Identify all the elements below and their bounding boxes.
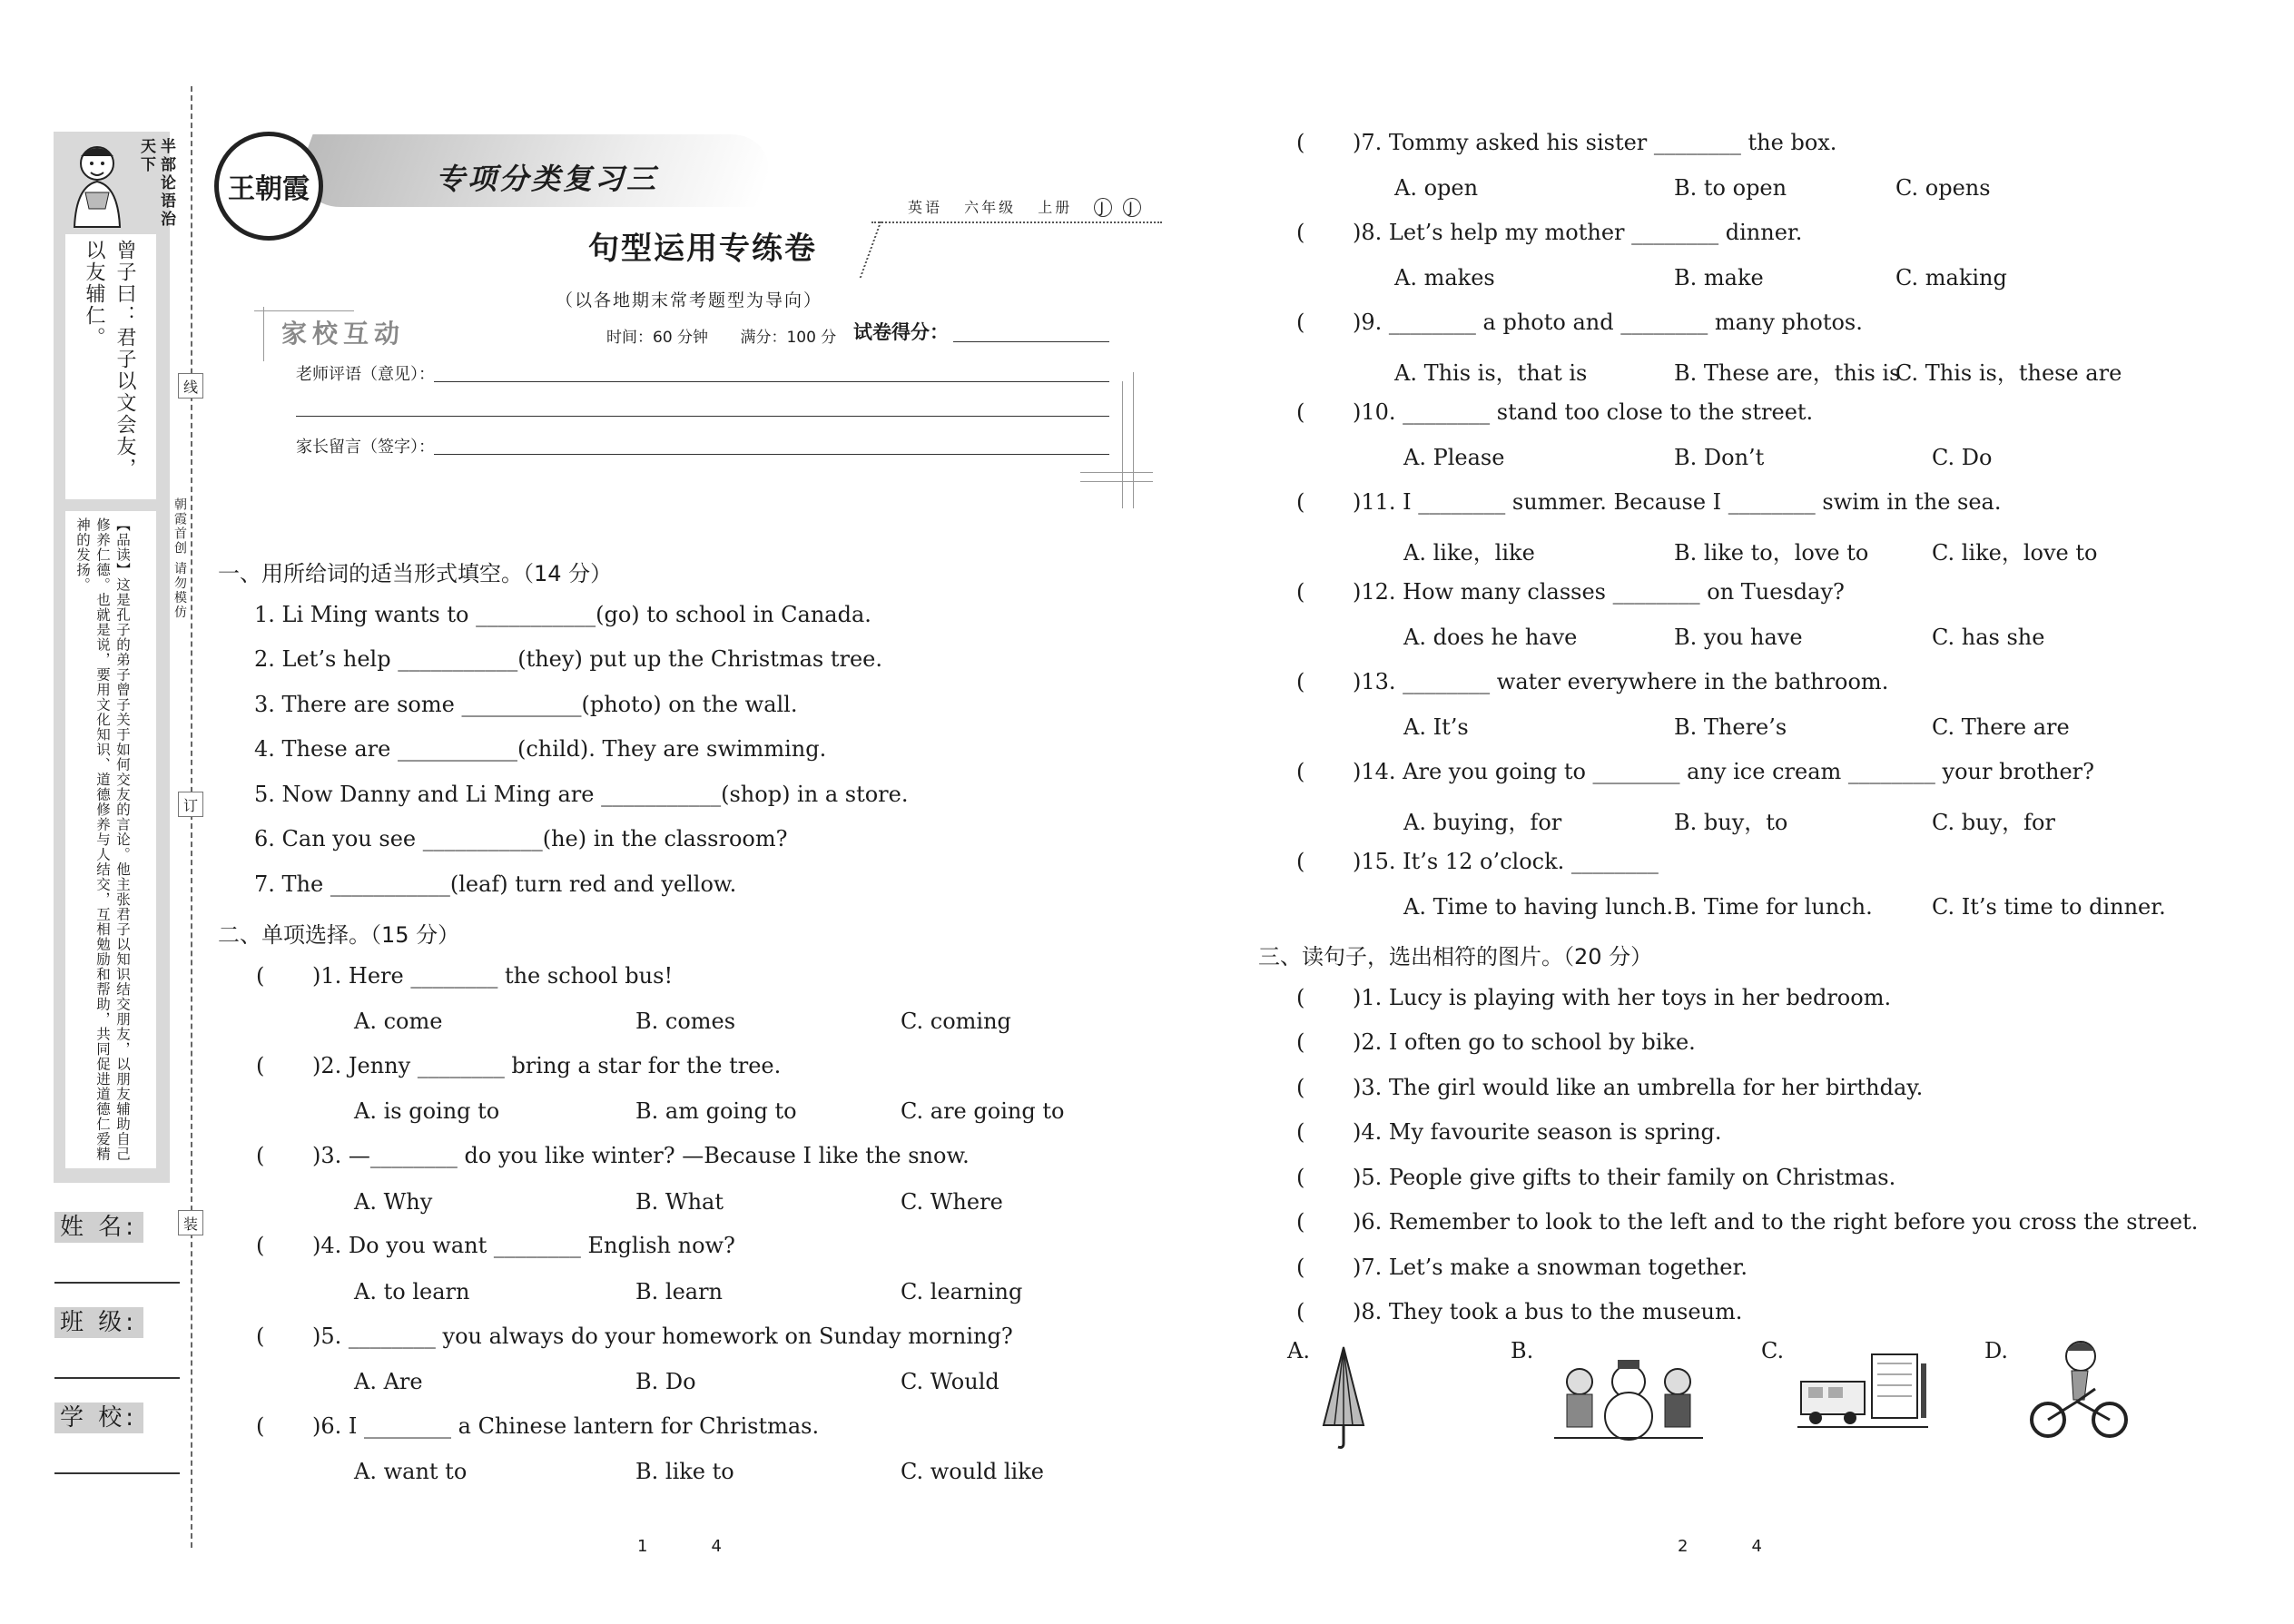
mc-option: C. learning — [901, 1279, 1023, 1304]
answer-paren[interactable]: ( — [256, 1233, 265, 1258]
parent-message-field[interactable] — [434, 454, 1109, 455]
answer-paren[interactable]: ( — [256, 1053, 265, 1078]
motto-text: 曾子曰：君子以文会友，以友辅仁。 — [83, 240, 136, 479]
mc-option: A. want to — [354, 1459, 468, 1484]
mc-option: B. These are，this is — [1674, 360, 1901, 386]
section-2-title: 二、单项选择。（15 分） — [218, 922, 460, 948]
mc-option: A. Are — [354, 1369, 423, 1394]
cut-mark-ding: 订 — [178, 792, 203, 817]
school-label: 学 校: — [54, 1403, 143, 1433]
mc-option: B. There’s — [1674, 714, 1787, 740]
fill-item-7: 7. The ___________(leaf) turn red and yellow. — [254, 871, 737, 897]
school-field[interactable] — [54, 1472, 180, 1474]
mc-question-6: )6. I ________ a Chinese lantern for Christmas. — [312, 1413, 820, 1439]
cut-mark-xian: 线 — [178, 373, 203, 399]
fill-item-1: 1. Li Ming wants to ___________(go) to school in Canada. — [254, 602, 871, 627]
answer-paren[interactable]: ( — [1296, 849, 1305, 874]
section-3-title: 三、读句子，选出相符的图片。（20 分） — [1258, 944, 1653, 969]
teacher-comment-label: 老师评语（意见）： — [296, 365, 435, 384]
mc-option: C. buy，for — [1932, 810, 2055, 835]
mc-option: C. Would — [901, 1369, 999, 1394]
deco-line — [1122, 381, 1123, 508]
mc-option: B. Don’t — [1674, 445, 1765, 470]
header-dotted-diag — [860, 221, 884, 278]
mc-option: C. making — [1895, 265, 2007, 290]
home-school-label: 家校互动 — [281, 319, 406, 349]
subject-tag: 英语 — [908, 199, 943, 216]
fill-item-2: 2. Let’s help ___________(they) put up the Christmas tree. — [254, 646, 883, 672]
mc-question-1: )1. Here ________ the school bus! — [312, 963, 674, 989]
mc-option: B. to open — [1674, 175, 1787, 201]
term-tag: 上册 — [1038, 199, 1073, 216]
answer-paren[interactable]: ( — [1296, 130, 1305, 155]
mc-option: C. opens — [1895, 175, 1991, 201]
mc-option: B. am going to — [635, 1098, 797, 1124]
fill-item-4: 4. These are ___________(child). They are swimming. — [254, 736, 827, 762]
mc-option: C. It’s time to dinner. — [1932, 894, 2166, 920]
score-label: 试卷得分： — [853, 321, 949, 343]
mc-option: A. It’s — [1403, 714, 1469, 740]
mc-question-3: )3. —________ do you like winter? —Because I like the snow. — [312, 1143, 970, 1168]
answer-paren[interactable]: ( — [1296, 1119, 1305, 1145]
sidebar-banner: 半部论语治天下 — [137, 138, 175, 229]
mc-option: B. like to，love to — [1674, 540, 1869, 566]
fill-item-5: 5. Now Danny and Li Ming are ___________(shop) in a store. — [254, 782, 909, 807]
mc-option: A. is going to — [354, 1098, 500, 1124]
grade-tags — [908, 196, 1145, 217]
umbrella-icon — [1316, 1343, 1371, 1456]
mc-option: C. This is，these are — [1895, 360, 2122, 386]
mc-question-11: )11. I ________ summer. Because I ________ swim in the sea. — [1353, 489, 2002, 515]
mc-option: A. Time to having lunch. — [1403, 894, 1674, 920]
class-field[interactable] — [54, 1377, 180, 1379]
mc-option: B. make — [1674, 265, 1764, 290]
mc-option: B. Time for lunch. — [1674, 894, 1873, 920]
answer-paren[interactable]: ( — [1296, 310, 1305, 335]
mc-question-15: )15. It’s 12 o’clock. ________ — [1353, 849, 1659, 874]
mc-option: A. like，like — [1403, 540, 1535, 566]
exam-time: 时间：60 分钟 — [606, 329, 709, 347]
answer-paren[interactable]: ( — [1296, 220, 1305, 245]
teacher-comment-field-2[interactable] — [296, 416, 1109, 417]
match-item-8: )8. They took a bus to the museum. — [1353, 1299, 1743, 1324]
match-item-3: )3. The girl would like an umbrella for her birthday. — [1353, 1075, 1924, 1100]
street-traffic-icon — [1797, 1345, 1928, 1440]
answer-paren[interactable]: ( — [256, 1324, 265, 1349]
answer-paren[interactable]: ( — [256, 1143, 265, 1168]
special-review-title: 专项分类复习三 — [436, 162, 659, 196]
mc-option: C. has she — [1932, 625, 2045, 650]
answer-paren[interactable]: ( — [1296, 759, 1305, 784]
class-label: 班 级: — [54, 1307, 143, 1338]
mc-option: B. buy，to — [1674, 810, 1788, 835]
copyright-note: 朝霞首创 请勿模仿 — [172, 497, 187, 620]
mc-option: A. This is，that is — [1394, 360, 1588, 386]
header-dotted-arrow — [871, 221, 1162, 223]
parent-message-label: 家长留言（签字）： — [296, 438, 435, 457]
name-field[interactable] — [54, 1282, 180, 1284]
mc-option: B. Do — [635, 1369, 696, 1394]
match-item-2: )2. I often go to school by bike. — [1353, 1029, 1696, 1055]
answer-paren[interactable]: ( — [256, 963, 265, 989]
mc-option: C. Where — [901, 1189, 1003, 1215]
mc-option: A. makes — [1394, 265, 1495, 290]
commentary-text: 【品读】这是孔子的弟子曾子关于如何交友的言论。他主张君子以知识结交朋友，以朋友辅助自己修养仁德。也就是说，要用文化知识、道德修养与人结交，互相勉励和帮助，共同促进道德仁爱精神的发扬。 — [74, 517, 131, 1162]
answer-paren[interactable]: ( — [1296, 1075, 1305, 1100]
mc-option: C. are going to — [901, 1098, 1065, 1124]
mc-option: B. What — [635, 1189, 724, 1215]
exam-full-score: 满分：100 分 — [740, 329, 837, 347]
mc-option: C. coming — [901, 1009, 1011, 1034]
name-label: 姓 名: — [54, 1212, 143, 1243]
mc-option: C. There are — [1932, 714, 2070, 740]
answer-paren[interactable]: ( — [1296, 985, 1305, 1010]
mc-question-5: )5. ________ you always do your homework on Sunday morning? — [312, 1324, 1013, 1349]
answer-paren[interactable]: ( — [1296, 669, 1305, 694]
answer-paren[interactable]: ( — [1296, 1165, 1305, 1190]
match-item-5: )5. People give gifts to their family on Christmas. — [1353, 1165, 1896, 1190]
answer-paren[interactable]: ( — [1296, 489, 1305, 515]
mc-option: B. like to — [635, 1459, 734, 1484]
match-item-1: )1. Lucy is playing with her toys in her bedroom. — [1353, 985, 1892, 1010]
mc-option: B. comes — [635, 1009, 736, 1034]
mc-question-14: )14. Are you going to ________ any ice cream ________ your brother? — [1353, 759, 2095, 784]
section-1-title: 一、用所给词的适当形式填空。（14 分） — [218, 561, 613, 586]
mc-question-13: )13. ________ water everywhere in the bathroom. — [1353, 669, 1889, 694]
mc-option: A. does he have — [1403, 625, 1578, 650]
bike-rider-icon — [2028, 1336, 2130, 1445]
mc-option: A. to learn — [354, 1279, 470, 1304]
picture-label-a: A. — [1287, 1338, 1310, 1363]
mc-option: C. would like — [901, 1459, 1044, 1484]
mc-question-9: )9. ________ a photo and ________ many photos. — [1353, 310, 1863, 335]
brand-logo: 王朝霞 — [214, 132, 323, 241]
deco-line — [1080, 472, 1153, 473]
mc-question-8: )8. Let’s help my mother ________ dinner. — [1353, 220, 1803, 245]
sage-illustration — [58, 136, 136, 229]
cut-line — [191, 86, 192, 1548]
exam-meta — [606, 324, 863, 347]
edition-tag-2: J — [1123, 198, 1141, 217]
page-subtitle: （以各地期末常考题型为导向） — [556, 290, 823, 310]
fill-item-3: 3. There are some ___________(photo) on the wall. — [254, 692, 798, 717]
mc-question-4: )4. Do you want ________ English now? — [312, 1233, 735, 1258]
mc-option: A. come — [354, 1009, 443, 1034]
edition-tag-1: J — [1094, 198, 1112, 217]
mc-option: C. like，love to — [1932, 540, 2098, 566]
match-item-7: )7. Let’s make a snowman together. — [1353, 1255, 1748, 1280]
mc-option: A. open — [1394, 175, 1479, 201]
deco-line — [1133, 372, 1134, 508]
answer-paren[interactable]: ( — [256, 1413, 265, 1439]
answer-paren[interactable]: ( — [1296, 1209, 1305, 1235]
snowman-kids-icon — [1554, 1351, 1703, 1445]
mc-option: C. Do — [1932, 445, 1993, 470]
match-item-6: )6. Remember to look to the left and to the right before you cross the street. — [1353, 1209, 2199, 1235]
page-number-left: 1 4 — [637, 1537, 722, 1556]
mc-option: B. learn — [635, 1279, 724, 1304]
mc-question-10: )10. ________ stand too close to the street. — [1353, 399, 1814, 425]
mc-option: A. Why — [354, 1189, 433, 1215]
cut-mark-zhuang: 装 — [178, 1210, 203, 1235]
mc-option: B. you have — [1674, 625, 1803, 650]
answer-paren[interactable]: ( — [1296, 1299, 1305, 1324]
mc-option: A. Please — [1403, 445, 1505, 470]
page-title: 句型运用专练卷 — [588, 231, 817, 267]
fill-item-6: 6. Can you see ___________(he) in the classroom? — [254, 826, 788, 851]
teacher-comment-field[interactable] — [434, 381, 1109, 382]
answer-paren[interactable]: ( — [1296, 579, 1305, 605]
mc-question-12: )12. How many classes ________ on Tuesday? — [1353, 579, 1845, 605]
deco-line — [263, 307, 264, 361]
answer-paren[interactable]: ( — [1296, 1029, 1305, 1055]
match-item-4: )4. My favourite season is spring. — [1353, 1119, 1722, 1145]
answer-paren[interactable]: ( — [1296, 1255, 1305, 1280]
picture-label-d: D. — [1984, 1338, 2009, 1363]
mc-option: A. buying，for — [1403, 810, 1562, 835]
deco-line — [254, 310, 354, 311]
deco-line — [1080, 481, 1153, 482]
page-number-right: 2 4 — [1678, 1537, 1762, 1556]
score-field[interactable] — [953, 341, 1109, 342]
mc-question-2: )2. Jenny ________ bring a star for the tree. — [312, 1053, 782, 1078]
grade-tag: 六年级 — [964, 199, 1017, 216]
answer-paren[interactable]: ( — [1296, 399, 1305, 425]
mc-question-7: )7. Tommy asked his sister ________ the box. — [1353, 130, 1837, 155]
picture-label-c: C. — [1761, 1338, 1785, 1363]
picture-label-b: B. — [1511, 1338, 1534, 1363]
